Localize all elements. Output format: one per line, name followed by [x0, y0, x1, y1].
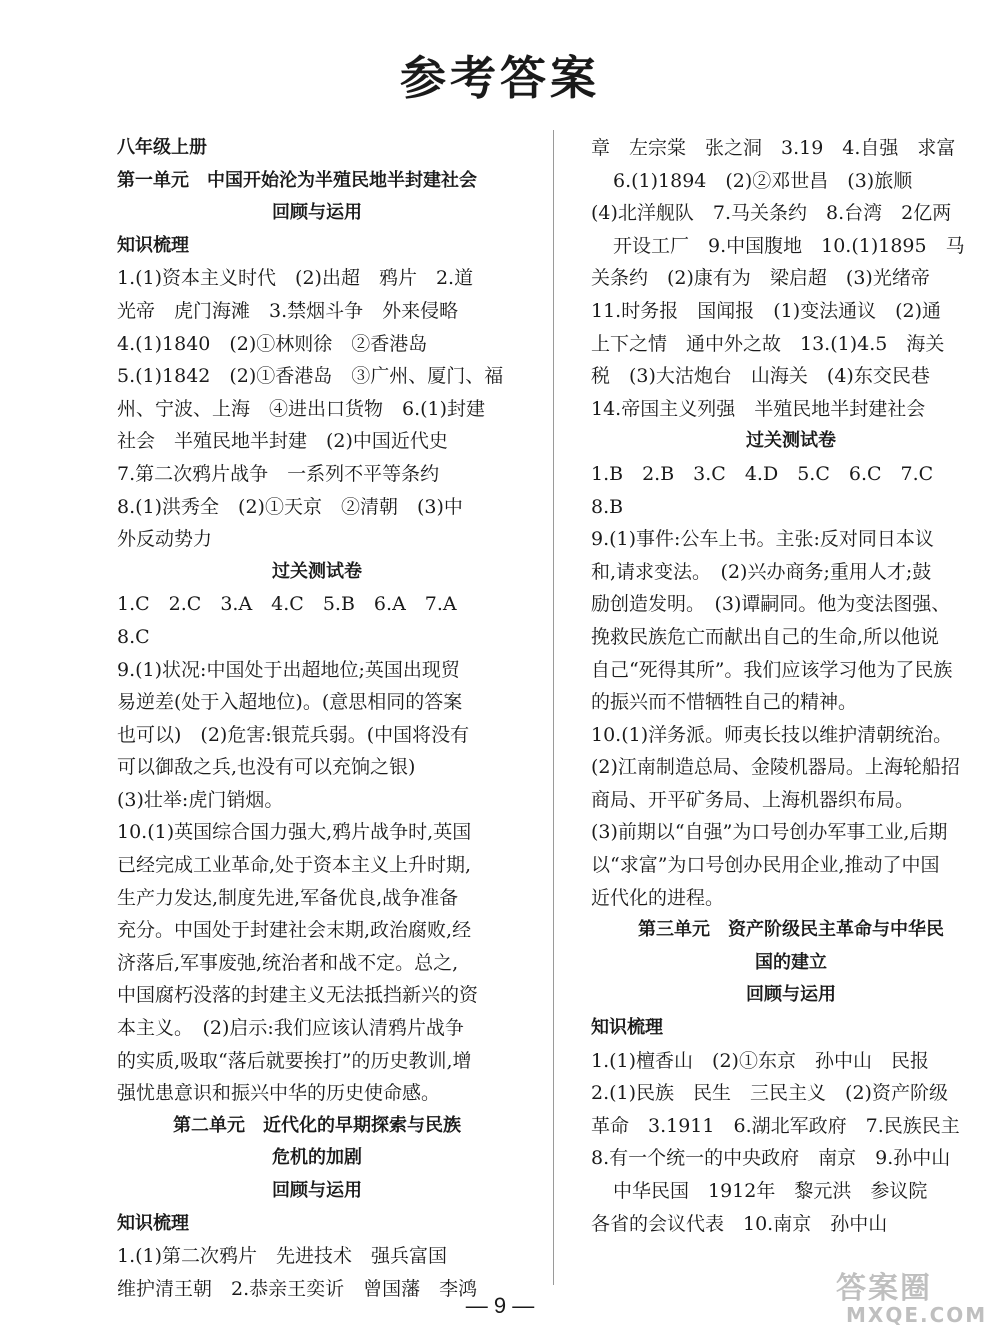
- answer-line: 7.第二次鸦片战争 一系列不平等条约: [117, 462, 440, 485]
- answer-line: 充分。中国处于封建社会末期,政治腐败,经: [117, 919, 472, 942]
- answer-line: 14.帝国主义列强 半殖民地半封建社会: [591, 397, 926, 420]
- section-heading: 过关测试卷: [746, 430, 836, 452]
- right-column: [591, 132, 991, 1240]
- answer-line: 商局、开平矿务局、上海机器织布局。: [591, 788, 915, 811]
- answer-line: 自己“死得其所”。我们应该学习他为了民族: [591, 658, 953, 681]
- answer-line: 挽救民族危亡而献出自己的生命,所以他说: [591, 625, 940, 648]
- answer-line: 9.(1)事件:公车上书。主张:反对同日本议: [591, 528, 934, 551]
- section-heading: 回顾与运用: [272, 202, 362, 224]
- section-heading: 知识梳理: [591, 1017, 663, 1039]
- section-heading: 八年级上册: [117, 137, 207, 158]
- answer-line: 11.时务报 国闻报 (1)变法通议 (2)通: [591, 299, 942, 322]
- answer-line: 本主义。 (2)启示:我们应该认清鸦片战争: [117, 1017, 464, 1040]
- watermark-logo: [836, 1263, 986, 1329]
- answer-line: 社会 半殖民地半封建 (2)中国近代史: [117, 430, 448, 453]
- answer-line: 强忧患意识和振兴中华的历史使命感。: [117, 1082, 441, 1105]
- answer-line: 6.(1)1894 (2)②邓世昌 (3)旅顺: [613, 169, 913, 192]
- answer-line: (3)前期以“自强”为口号创办军事工业,后期: [591, 821, 948, 844]
- answer-line: 8.B: [591, 495, 624, 518]
- answer-line: 中华民国 1912年 黎元洪 参议院: [613, 1180, 928, 1202]
- answer-line: 光帝 虎门海滩 3.禁烟斗争 外来侵略: [117, 299, 459, 322]
- answer-line: (2)江南制造总局、金陵机器局。上海轮船招: [591, 756, 960, 779]
- answer-line: 4.(1)1840 (2)①林则徐 ②香港岛: [117, 332, 428, 355]
- column-divider: [553, 130, 554, 1285]
- answer-line: 9.(1)状况:中国处于出超地位;英国出现贸: [117, 658, 460, 681]
- answer-line: 10.(1)洋务派。师夷长技以维护清朝统治。: [591, 723, 953, 746]
- section-heading: 过关测试卷: [272, 560, 362, 582]
- answer-line: 1.C 2.C 3.A 4.C 5.B 6.A 7.A: [117, 593, 457, 616]
- left-column: [117, 132, 517, 1305]
- answer-line: (3)壮举:虎门销烟。: [117, 788, 284, 811]
- answer-line: 1.(1)第二次鸦片 先进技术 强兵富国: [117, 1245, 448, 1268]
- answer-line: 州、宁波、上海 ④进出口货物 6.(1)封建: [117, 397, 486, 420]
- answer-line: 外反动势力: [117, 528, 213, 551]
- answer-line: 各省的会议代表 10.南京 孙中山: [591, 1212, 888, 1235]
- section-heading: 第一单元 中国开始沦为半殖民地半封建社会: [117, 169, 477, 191]
- answer-line: 关条约 (2)康有为 梁启超 (3)光绪帝: [591, 267, 930, 290]
- answer-line: 可以御敌之兵,也没有可以充饷之银): [117, 756, 416, 779]
- answer-line: 已经完成工业革命,处于资本主义上升时期,: [117, 854, 472, 877]
- answer-line: 上下之情 通中外之故 13.(1)4.5 海关: [591, 332, 945, 355]
- answer-line: 5.(1)1842 (2)①香港岛 ③广州、厦门、福: [117, 365, 504, 388]
- answer-line: 革命 3.1911 6.湖北军政府 7.民族民主: [591, 1114, 960, 1137]
- section-heading: 回顾与运用: [746, 984, 836, 1006]
- answer-line: 开设工厂 9.中国腹地 10.(1)1895 马: [613, 234, 965, 257]
- answer-line: 维护清王朝 2.恭亲王奕䜣 曾国藩 李鸿: [117, 1277, 478, 1300]
- section-heading: 回顾与运用: [272, 1180, 362, 1201]
- answer-line: 励创造发明。 (3)谭嗣同。他为变法图强、: [591, 593, 951, 616]
- answer-line: 1.B 2.B 3.C 4.D 5.C 6.C 7.C: [591, 462, 934, 485]
- answer-line: 也可以) (2)危害:银荒兵弱。(中国将没有: [117, 723, 470, 746]
- answer-line: 的振兴而不惜牺牲自己的精神。: [591, 691, 858, 714]
- answer-line: 2.(1)民族 民生 三民主义 (2)资产阶级: [591, 1082, 948, 1105]
- answer-line: 10.(1)英国综合国力强大,鸦片战争时,英国: [117, 821, 472, 844]
- answer-line: 章 左宗棠 张之洞 3.19 4.自强 求富: [591, 137, 956, 159]
- answer-line: 中国腐朽没落的封建主义无法抵挡新兴的资: [117, 984, 479, 1007]
- section-heading: 国的建立: [755, 951, 827, 973]
- answer-line: 易逆差(处于入超地位)。(意思相同的答案: [117, 691, 463, 714]
- answer-line: 生产力发达,制度先进,军备优良,战争准备: [117, 886, 459, 909]
- answer-line: 和,请求变法。 (2)兴办商务;重用人才;鼓: [591, 560, 932, 583]
- answer-line: 1.(1)资本主义时代 (2)出超 鸦片 2.道: [117, 267, 474, 290]
- answer-line: (4)北洋舰队 7.马关条约 8.台湾 2亿两: [591, 202, 952, 225]
- answer-line: 税 (3)大沽炮台 山海关 (4)东交民巷: [591, 365, 930, 388]
- answer-line: 8.有一个统一的中央政府 南京 9.孙中山: [591, 1147, 951, 1170]
- answer-line: 以“求富”为口号创办民用企业,推动了中国: [591, 854, 940, 877]
- watermark-url: MXQE.COM: [846, 1303, 988, 1327]
- answer-line: 8.C: [117, 625, 150, 648]
- page-number: — 9 —: [465, 1293, 535, 1318]
- section-heading: 第三单元 资产阶级民主革命与中华民: [638, 919, 944, 941]
- page-title: 参考答案: [400, 51, 600, 105]
- section-heading: 知识梳理: [117, 234, 189, 256]
- answer-line: 近代化的进程。: [591, 886, 725, 909]
- answer-line: 1.(1)檀香山 (2)①东京 孙中山 民报: [591, 1049, 929, 1072]
- answer-line: 8.(1)洪秀全 (2)①天京 ②清朝 (3)中: [117, 495, 463, 518]
- section-heading: 危机的加剧: [272, 1147, 362, 1169]
- section-heading: 第二单元 近代化的早期探索与民族: [173, 1114, 461, 1136]
- watermark-logo-text: 答案圈: [836, 1271, 932, 1306]
- answer-line: 的实质,吸取“落后就要挨打”的历史教训,增: [117, 1049, 472, 1072]
- section-heading: 知识梳理: [117, 1212, 189, 1234]
- answer-line: 济落后,军事废弛,统治者和战不定。总之,: [117, 951, 459, 974]
